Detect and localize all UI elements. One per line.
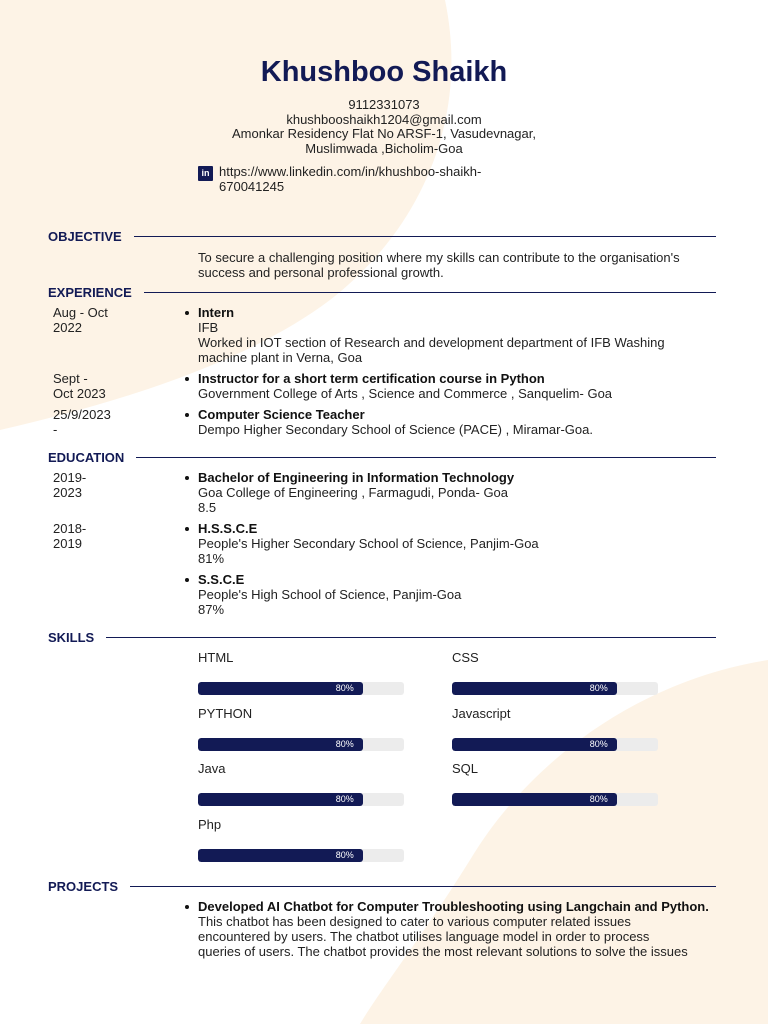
education-score: 81% bbox=[198, 551, 225, 566]
section-divider bbox=[134, 236, 716, 237]
date-line: Sept - bbox=[53, 371, 88, 386]
education-entry bbox=[198, 572, 713, 617]
experience-entry bbox=[198, 371, 713, 401]
skill-bar-track bbox=[198, 793, 404, 806]
date-line: 2019- bbox=[53, 470, 87, 485]
skill-bar-track bbox=[452, 682, 658, 695]
section-divider bbox=[144, 292, 716, 293]
project-entry bbox=[198, 899, 713, 959]
section-skills bbox=[48, 629, 716, 645]
date-line: 25/9/2023 bbox=[53, 407, 111, 422]
skill-name: CSS bbox=[452, 650, 479, 665]
experience-desc-line: machine plant in Verna, Goa bbox=[198, 350, 363, 365]
skill-bar-fill: 80% bbox=[452, 793, 617, 806]
education-entry bbox=[198, 521, 713, 566]
education-title: S.S.C.E bbox=[198, 572, 713, 587]
skill-bar-fill: 80% bbox=[452, 682, 617, 695]
experience-desc-line: Worked in IOT section of Research and development department of IFB Washing bbox=[198, 335, 665, 350]
candidate-name: Khushboo Shaikh bbox=[260, 56, 508, 88]
date-line: 2018- bbox=[53, 521, 87, 536]
experience-org: IFB bbox=[198, 320, 219, 335]
project-desc-line: This chatbot has been designed to cater to various computer related issues bbox=[198, 914, 631, 929]
section-title-education: EDUCATION bbox=[48, 449, 125, 465]
skill-item bbox=[452, 706, 658, 749]
experience-entry bbox=[198, 305, 713, 365]
education-title: Bachelor of Engineering in Information Technology bbox=[198, 470, 713, 485]
education-title: H.S.S.C.E bbox=[198, 521, 713, 536]
skill-name: Javascript bbox=[452, 706, 511, 721]
section-title-experience: EXPERIENCE bbox=[48, 284, 132, 300]
skill-name: PYTHON bbox=[198, 706, 253, 721]
date-line: 2019 bbox=[53, 536, 82, 551]
address-line-1: Amonkar Residency Flat No ARSF-1, Vasudevnagar, bbox=[232, 126, 536, 141]
linkedin-url-line-2[interactable]: 670041245 bbox=[219, 179, 285, 194]
skill-bar-track bbox=[452, 793, 658, 806]
section-experience bbox=[48, 284, 716, 300]
skill-item bbox=[198, 761, 404, 804]
experience-title: Instructor for a short term certification course in Python bbox=[198, 371, 713, 386]
skill-bar-fill: 80% bbox=[452, 738, 617, 751]
objective-line-2: success and personal professional growth. bbox=[198, 265, 444, 280]
experience-title: Computer Science Teacher bbox=[198, 407, 713, 422]
project-title: Developed AI Chatbot for Computer Troubleshooting using Langchain and Python. bbox=[198, 899, 713, 914]
skill-item bbox=[198, 650, 404, 693]
experience-date bbox=[53, 407, 133, 437]
linkedin-url-line-1[interactable]: https://www.linkedin.com/in/khushboo-shaikh- bbox=[219, 164, 482, 179]
date-line: Aug - Oct bbox=[53, 305, 108, 320]
section-education bbox=[48, 449, 716, 465]
section-projects bbox=[48, 878, 716, 894]
skill-bar-fill: 80% bbox=[198, 849, 363, 862]
skill-item bbox=[452, 761, 658, 804]
section-divider bbox=[130, 886, 716, 887]
skill-item bbox=[198, 817, 404, 860]
skill-bar-track bbox=[198, 738, 404, 751]
education-score: 8.5 bbox=[198, 500, 217, 515]
education-org: Goa College of Engineering , Farmagudi, Ponda- Goa bbox=[198, 485, 509, 500]
section-title-projects: PROJECTS bbox=[48, 878, 119, 894]
objective-line-1: To secure a challenging position where my skills can contribute to the organisation's bbox=[198, 250, 680, 265]
project-desc-line: queries of users. The chatbot provides the most relevant solutions to solve the issues bbox=[198, 944, 688, 959]
experience-entry bbox=[198, 407, 713, 437]
date-line: 2023 bbox=[53, 485, 82, 500]
section-divider bbox=[106, 637, 716, 638]
date-line: - bbox=[53, 422, 58, 437]
education-score: 87% bbox=[198, 602, 225, 617]
experience-title: Intern bbox=[198, 305, 713, 320]
education-date bbox=[53, 470, 133, 500]
section-divider bbox=[136, 457, 716, 458]
skill-bar-track bbox=[198, 849, 404, 862]
phone-number: 9112331073 bbox=[348, 97, 420, 112]
experience-date bbox=[53, 305, 133, 335]
skill-item bbox=[198, 706, 404, 749]
date-line: Oct 2023 bbox=[53, 386, 106, 401]
experience-date bbox=[53, 371, 133, 401]
section-title-skills: SKILLS bbox=[48, 629, 95, 645]
skill-item bbox=[452, 650, 658, 693]
objective-text bbox=[198, 250, 713, 280]
skill-bar-fill: 80% bbox=[198, 793, 363, 806]
education-entry bbox=[198, 470, 713, 515]
project-desc-line: encountered by users. The chatbot utilises language model in order to process bbox=[198, 929, 650, 944]
email-address[interactable]: khushbooshaikh1204@gmail.com bbox=[286, 112, 482, 127]
education-org: People's High School of Science, Panjim-Goa bbox=[198, 587, 462, 602]
address-line-2: Muslimwada ,Bicholim-Goa bbox=[305, 141, 463, 156]
skill-name: Java bbox=[198, 761, 226, 776]
skill-bar-fill: 80% bbox=[198, 738, 363, 751]
date-line: 2022 bbox=[53, 320, 82, 335]
skill-name: HTML bbox=[198, 650, 234, 665]
skill-name: Php bbox=[198, 817, 222, 832]
linkedin-url[interactable] bbox=[219, 164, 519, 194]
education-org: People's Higher Secondary School of Science, Panjim-Goa bbox=[198, 536, 539, 551]
experience-org: Government College of Arts , Science and Commerce , Sanquelim- Goa bbox=[198, 386, 613, 401]
skill-name: SQL bbox=[452, 761, 479, 776]
section-objective bbox=[48, 228, 716, 244]
skill-bar-track bbox=[198, 682, 404, 695]
linkedin-icon: in bbox=[198, 166, 213, 181]
experience-org: Dempo Higher Secondary School of Science (PACE) , Miramar-Goa. bbox=[198, 422, 593, 437]
skill-bar-fill: 80% bbox=[198, 682, 363, 695]
education-date bbox=[53, 521, 133, 551]
skill-bar-track bbox=[452, 738, 658, 751]
section-title-objective: OBJECTIVE bbox=[48, 228, 122, 244]
